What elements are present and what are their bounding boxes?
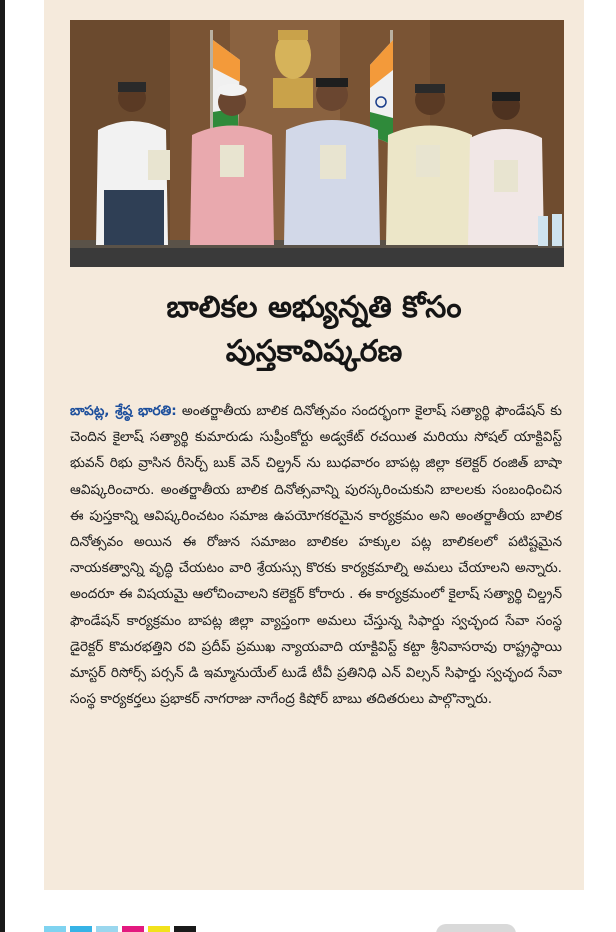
article-body-text: అంతర్జాతీయ బాలిక దినోత్సవం సందర్భంగా కైలాష్ సత్యార్థి ఫౌండేషన్ కు చెందిన కైలాష్ సత్యార్థి కుమారుడు సుప్రీంకోర్టు అడ్వకేట్ రచయిత మరియు సోషల్ యాక్టివిస్ట్ భువన్ రిభు వ్రాసిన రీసెర్చ్ బుక్ వెన్ చిల్డ్రన్ ను బుధవారం బాపట్ల జిల్లా కలెక్టర్ రంజిత్ బాషా ఆవిష్కరించారు. అంతర్జాతీయ బాలిక దినోత్సవాన్ని పురస్కరించుకుని బాలలకు సంబంధించిన ఈ పుస్తకాన్ని ఆవిష్కరించటం సమాజ ఉపయోగకరమైన కార్యక్రమం అని అంతర్జాతీయ బాలిక దినోత్సవం అయిన ఈ రోజున సమాజం బాలికల హక్కుల పట్ల బాలికలలో పటిష్టమైన నాయకత్వాన్ని వృద్ధి చేయటం వారి శ్రేయస్సు కొరకు కార్యక్రమాల్ని అమలు చేయాలని అన్నారు. అందరూ ఈ విషయమై ఆలోచించాలని కలెక్టర్ కోరారు . ఈ కార్యక్రమంలో కైలాష్ సత్యార్థి చిల్డ్రన్ ఫౌండేషన్ కార్యక్రమం బాపట్ల జిల్లా వ్యాప్తంగా అమలు చేస్తున్న సిఫార్డు స్వచ్ఛంద సేవా సంస్థ డైరెక్టర్ కొమరభత్తిని రవి ప్రదీప్ ప్రముఖ న్యాయవాది యాక్టివిస్ట్ కట్టా శ్రీనివాసరావు రాష్ట్రస్థాయి మాస్టర్ రిసోర్స్ పర్సన్ డి ఇమ్మానుయేల్ టుడే టీవీ ప్రతినిధి ఎన్ విల్సన్ సిఫార్డు స్వచ్ఛంద సేవా సంస్థ కార్యకర్తలు ప్రభాకర్ నాగరాజు నాగేంద్ర కిషోర్ బాబు తదితరులు పాల్గొన్నారు. xyxy=(70,403,562,708)
left-edge-bar xyxy=(0,0,5,932)
article-dateline: బాపట్ల, శ్రేష్ఠ భారతి: xyxy=(70,403,177,419)
color-swatch xyxy=(174,926,196,932)
cropped-previous-line xyxy=(44,0,584,8)
color-swatch xyxy=(70,926,92,932)
headline-line-1: బాలికల అభ్యున్నతి కోసం xyxy=(166,290,462,325)
color-swatch xyxy=(122,926,144,932)
headline-line-2: పుస్తకావిష్కరణ xyxy=(225,334,403,369)
newspaper-clipping xyxy=(44,0,584,890)
cropped-bottom-shape xyxy=(436,924,516,932)
state-emblem-icon xyxy=(273,30,313,108)
article-headline xyxy=(44,286,584,374)
color-swatch xyxy=(148,926,170,932)
color-swatch xyxy=(96,926,118,932)
color-registration-strip xyxy=(44,926,200,932)
book-release-photo xyxy=(70,20,564,267)
article-photo xyxy=(70,20,564,267)
article-body xyxy=(70,398,562,712)
color-swatch xyxy=(44,926,66,932)
